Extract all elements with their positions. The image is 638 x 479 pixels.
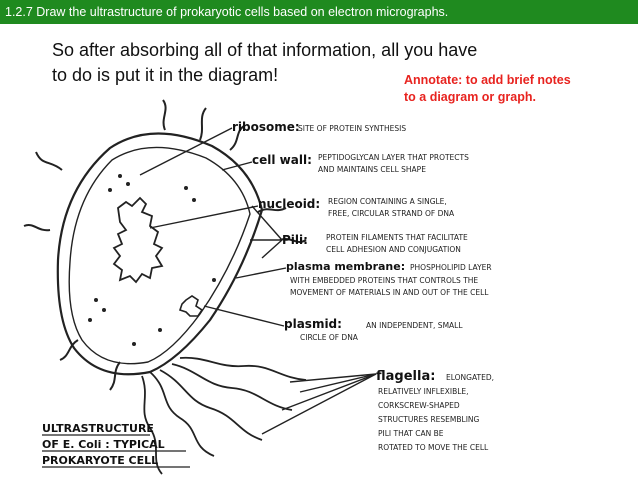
plasmid [180,296,202,316]
label-plasma-membrane-term: plasma membrane: [286,260,406,273]
annotate-line-1: Annotate: to add brief notes [404,73,571,87]
caption-line-3: PROKARYOTE CELL [42,454,159,467]
ribosomes [88,174,216,346]
label-pili-desc-1: PROTEIN FILAMENTS THAT FACILITATE [326,233,468,242]
label-flagella-desc-5: PILI THAT CAN BE [378,429,444,438]
flagella [142,358,306,474]
label-plasma-membrane-desc-3: MOVEMENT OF MATERIALS IN AND OUT OF THE CELL [290,288,489,297]
label-ribosome-term: ribosome: [232,120,300,134]
label-plasmid-desc-1: AN INDEPENDENT, SMALL [366,321,463,330]
label-nucleoid-term: nucleoid: [258,197,321,211]
pili [24,100,306,390]
nucleoid [114,198,162,282]
label-cell-wall-desc-1: PEPTIDOGLYCAN LAYER THAT PROTECTS [318,153,469,162]
intro-line-1: So after absorbing all of that information, all you have [52,40,478,60]
label-flagella-term: flagella: [376,369,436,384]
label-plasmid-term: plasmid: [284,317,342,331]
label-ribosome-desc: SITE OF PROTEIN SYNTHESIS [298,124,407,133]
label-plasma-membrane-desc-2: WITH EMBEDDED PROTEINS THAT CONTROLS THE [290,276,479,285]
label-plasmid-desc-2: CIRCLE OF DNA [300,333,358,342]
intro-line-2: to do is put it in the diagram! [52,65,279,85]
annotate-line-2: to a diagram or graph. [404,90,536,104]
diagram-caption [42,422,190,467]
label-nucleoid-desc-2: FREE, CIRCULAR STRAND OF DNA [328,209,455,218]
label-pili-term: Pili: [282,233,308,247]
label-flagella-desc-6: ROTATED TO MOVE THE CELL [378,443,489,452]
label-cell-wall-term: cell wall: [252,153,312,167]
slide-title: 1.2.7 Draw the ultrastructure of prokaryotic cells based on electron micrographs. [5,5,449,19]
label-flagella-desc-2: RELATIVELY INFLEXIBLE, [378,387,469,396]
label-flagella-desc-3: CORKSCREW-SHAPED [378,401,460,410]
label-flagella-desc-4: STRUCTURES RESEMBLING [378,415,480,424]
label-nucleoid-desc-1: REGION CONTAINING A SINGLE, [328,197,447,206]
label-pili-desc-2: CELL ADHESION AND CONJUGATION [326,245,461,254]
label-plasma-membrane-desc-1: PHOSPHOLIPID LAYER [410,263,492,272]
caption-line-1: ULTRASTRUCTURE [42,422,154,435]
label-flagella-desc-1: ELONGATED, [446,373,495,382]
cell-body [58,133,262,374]
label-cell-wall-desc-2: AND MAINTAINS CELL SHAPE [318,165,426,174]
caption-line-2: OF E. Coli : TYPICAL [42,438,165,451]
